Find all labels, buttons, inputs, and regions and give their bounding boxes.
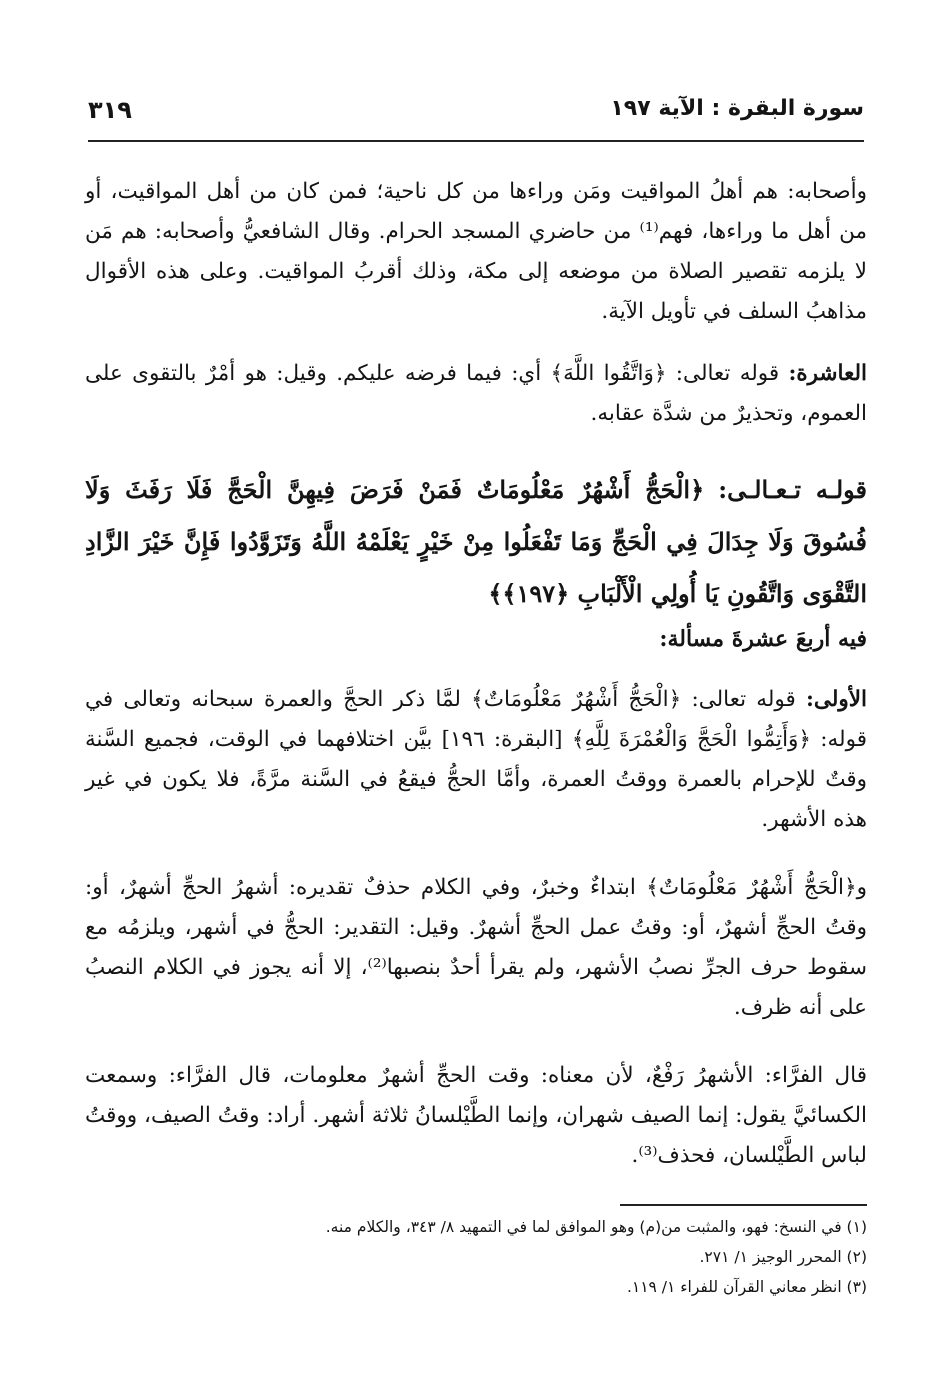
verse-lead: قولـه تـعـالـى:: [718, 475, 867, 504]
footnote-1: (١) في النسخ: فهو، والمثبت من(م) وهو الموافق لما في التمهيد ٨/ ٣٤٣، والكلام منه.: [325, 1218, 867, 1236]
paragraph-4: و﴿الْحَجُّ أَشْهُرٌ مَعْلُومَاتٌ﴾ ابتداءٌ وخبرٌ، وفي الكلام حذفٌ تقديره: أشهرُ الحجِّ أشهرٌ، أو: وقتُ الحجِّ أشهرٌ، أو: وقتُ عمل الحجِّ أشهرٌ. وقيل: التقدير: الحجُّ في أشهر، ويلزمُه مع سقوط حرف الجرِّ نصبُ الأشهر، ولم يقرأ أحدٌ بنصبها⁽²⁾، إلا أنه يجوز في الكلام النصبُ على أنه ظرف.: [85, 875, 867, 1020]
verse-text: ﴿الْحَجُّ أَشْهُرٌ مَعْلُومَاتٌ فَمَنْ فَرَضَ فِيهِنَّ الْحَجَّ فَلَا رَفَثَ وَلَا فُسُوقَ وَلَا جِدَالَ فِي الْحَجِّ وَمَا تَفْعَلُوا مِنْ خَيْرٍ يَعْلَمْهُ اللَّهُ وَتَزَوَّدُوا فَإِنَّ خَيْرَ الزَّادِ التَّقْوَى وَاتَّقُونِ يَا أُولِي الْأَلْبَابِ ﴿١٩٧﴾﴾: [85, 475, 867, 608]
running-title: سورة البقرة : الآية ١٩٧: [610, 96, 864, 121]
footnotes: [85, 1212, 867, 1302]
quran-verse-block: [85, 464, 867, 620]
paragraph-2-lead: العاشرة:: [788, 361, 867, 386]
paragraph-3: [85, 680, 867, 840]
paragraph-3-text: قوله تعالى: ﴿الْحَجُّ أَشْهُرٌ مَعْلُومَاتٌ﴾ لمَّا ذكر الحجَّ والعمرة سبحانه وتعالى في قوله: ﴿وَأَتِمُّوا الْحَجَّ وَالْعُمْرَةَ لِلَّهِ﴾ [البقرة: ١٩٦] بيَّن اختلافهما في الوقت، فجميع السَّنة وقتٌ للإحرام بالعمرة ووقتُ العمرة، وأمَّا الحجُّ فيقعُ في السَّنة مرَّةً، فلا يكون في غير هذه الأشهر.: [85, 687, 867, 832]
page-number: ٣١٩: [88, 96, 132, 124]
footnote-3: (٣) انظر معاني القرآن للفراء ١/ ١١٩.: [626, 1278, 867, 1296]
paragraph-2-text: قوله تعالى: ﴿وَاتَّقُوا اللَّهَ﴾ أي: فيما فرضه عليكم. وقيل: هو أمْرٌ بالتقوى على العموم، وتحذيرٌ من شدَّة عقابه.: [85, 361, 867, 426]
header-divider: [88, 140, 864, 142]
footnote-2: (٢) المحرر الوجيز ١/ ٢٧١.: [699, 1248, 867, 1266]
paragraph-2: [85, 354, 867, 434]
section-heading: فيه أربعَ عشرةَ مسألة:: [659, 626, 867, 652]
footnote-divider: [620, 1204, 867, 1206]
paragraph-3-lead: الأولى:: [805, 687, 867, 712]
paragraph-1: وأصحابه: هم أهلُ المواقيت ومَن وراءها من كل ناحية؛ فمن كان من أهل المواقيت، أو من أهل ما وراءها، فهم⁽¹⁾ من حاضري المسجد الحرام. وقال الشافعيُّ وأصحابه: هم مَن لا يلزمه تقصير الصلاة من موضعه إلى مكة، وذلك أقربُ المواقيت. وعلى هذه الأقوال مذاهبُ السلف في تأويل الآية.: [85, 179, 868, 324]
page-header: [88, 96, 864, 130]
paragraph-5: قال الفرَّاء: الأشهرُ رَفْعٌ، لأن معناه: وقت الحجِّ أشهرٌ معلومات، قال الفرَّاء: وسمعت الكسائيَّ يقول: إنما الصيف شهران، وإنما الطَّيْلسانُ ثلاثة أشهر. أراد: وقتُ الصيف، ووقتُ لباس الطَّيْلسان، فحذف⁽³⁾.: [85, 1063, 867, 1168]
